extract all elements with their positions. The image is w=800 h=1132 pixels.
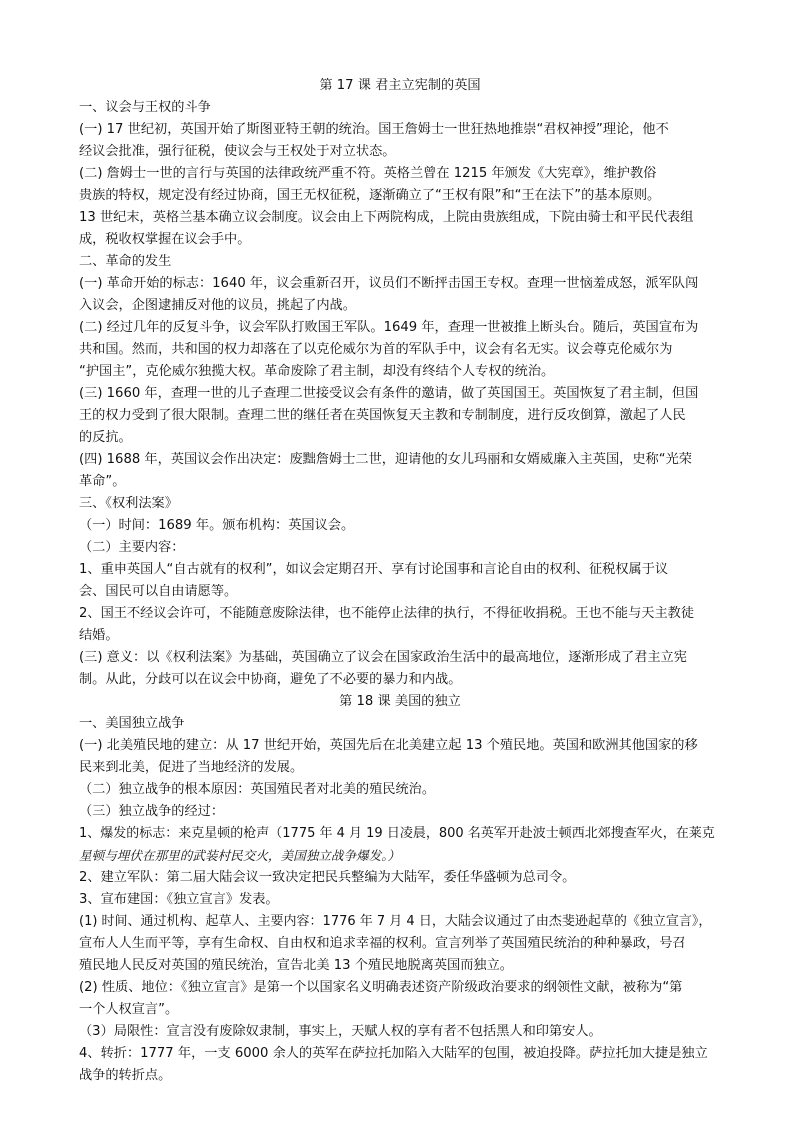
paragraph-line: (四) 1688 年，英国议会作出决定：废黜詹姆士二世，迎请他的女儿玛丽和女婿威廉入主英国，史称“光荣 — [79, 452, 692, 467]
paragraph-line: 的反抗。 — [79, 430, 132, 445]
paragraph-line: “护国主”，克伦威尔独揽大权。革命废除了君主制，却没有终结个人专权的统治。 — [79, 364, 555, 379]
paragraph-line: （三）独立战争的经过： — [79, 804, 225, 819]
paragraph-line: (一) 北美殖民地的建立：从 17 世纪开始，英国先后在北美建立起 13 个殖民地。英国和欧洲其他国家的移 — [79, 738, 698, 753]
paragraph-line: 4、转折：1777 年，一支 6000 余人的英军在萨拉托加陷入大陆军的包围，被迫投降。萨拉托加大捷是独立 — [79, 1046, 708, 1061]
paragraph-line: 宣布人人生而平等，享有生命权、自由权和追求幸福的权利。宣言列举了英国殖民统治的种种暴政，号召 — [79, 936, 686, 951]
paragraph-line: 制。从此，分歧可以在议会中协商，避免了不必要的暴力和内战。 — [79, 672, 462, 687]
lesson-18-title: 第 18 课 美国的独立 — [339, 694, 461, 709]
paragraph-line: （一）时间：1689 年。颁布机构：英国议会。 — [79, 518, 355, 533]
section-heading: 一、美国独立战争 — [79, 716, 185, 731]
paragraph-line: （二）独立战争的根本原因：英国殖民者对北美的殖民统治。 — [79, 782, 436, 797]
paragraph-line: 民来到北美，促进了当地经济的发展。 — [79, 760, 304, 775]
paragraph-line: 经议会批准，强行征税，使议会与王权处于对立状态。 — [79, 144, 396, 159]
paragraph-line: 结婚。 — [79, 628, 119, 643]
paragraph-line: 殖民地人民反对英国的殖民统治，宣告北美 13 个殖民地脱离英国而独立。 — [79, 958, 513, 973]
paragraph-line: (一) 革命开始的标志：1640 年，议会重新召开，议员们不断抨击国王专权。查理一世恼羞成怒，派军队闯 — [79, 276, 699, 291]
paragraph-line: (2) 性质、地位：《独立宣言》是第一个以国家名义明确表述资产阶级政治要求的纲领性文献，被称为“第 — [79, 980, 683, 995]
paragraph-line: 贵族的特权，规定没有经过协商，国王无权征税，逐渐确立了“王权有限”和“王在法下”的基本原则。 — [79, 188, 661, 203]
paragraph-line: 成，税收权掌握在议会手中。 — [79, 232, 251, 247]
paragraph-line: (三) 1660 年，查理一世的儿子查理二世接受议会有条件的邀请，做了英国国王。英国恢复了君主制，但国 — [79, 386, 699, 401]
paragraph-line: (二) 经过几年的反复斗争，议会军队打败国王军队。1649 年，查理一世被推上断头台。随后，英国宣布为 — [79, 320, 699, 335]
paragraph-line: 1、重申英国人“自古就有的权利”，如议会定期召开、享有讨论国事和言论自由的权利、征税权属于议 — [79, 562, 669, 577]
section-heading: 二、革命的发生 — [79, 254, 172, 269]
paragraph-line: 革命”。 — [79, 474, 126, 489]
paragraph-line: （二）主要内容： — [79, 540, 185, 555]
section-heading: 三、《权利法案》 — [79, 496, 178, 511]
paragraph-line: (一) 17 世纪初，英国开始了斯图亚特王朝的统治。国王詹姆士一世狂热地推崇“君权神授”理论，他不 — [79, 122, 669, 137]
paragraph-line: 战争的转折点。 — [79, 1068, 172, 1083]
section-heading: 一、议会与王权的斗争 — [79, 100, 211, 115]
paragraph-line: （3）局限性：宣言没有废除奴隶制，事实上，天赋人权的享有者不包括黑人和印第安人。 — [79, 1024, 602, 1039]
lesson-17-title: 第 17 课 君主立宪制的英国 — [319, 78, 481, 93]
paragraph-line: 一个人权宣言”。 — [79, 1002, 179, 1017]
paragraph-line: (1) 时间、通过机构、起草人、主要内容：1776 年 7 月 4 日，大陆会议通过了由杰斐逊起草的《独立宣言》， — [79, 914, 712, 929]
paragraph-line: 13 世纪末，英格兰基本确立议会制度。议会由上下两院构成，上院由贵族组成，下院由骑士和平民代表组 — [79, 210, 694, 225]
paragraph-line: (三) 意义：以《权利法案》为基础，英国确立了议会在国家政治生活中的最高地位，逐渐形成了君主立宪 — [79, 650, 687, 665]
paragraph-line: 共和国。然而，共和国的权力却落在了以克伦威尔为首的军队手中，议会有名无实。议会尊克伦威尔为 — [79, 342, 673, 357]
paragraph-line: (二) 詹姆士一世的言行与英国的法律政统严重不符。英格兰曾在 1215 年颁发《大宪章》，维护教俗 — [79, 166, 657, 181]
paragraph-line: 星顿与埋伏在那里的武装村民交火，美国独立战争爆发。） — [79, 848, 401, 863]
paragraph-line: 2、建立军队：第二届大陆会议一致决定把民兵整编为大陆军，委任华盛顿为总司令。 — [79, 870, 576, 885]
paragraph-line: 王的权力受到了很大限制。查理二世的继任者在英国恢复天主教和专制制度，进行反攻倒算，激起了人民 — [79, 408, 686, 423]
paragraph-line: 1、爆发的标志：来克星顿的枪声（1775 年 4 月 19 日凌晨，800 名英军开赴波士顿西北郊搜查军火，在莱克 — [79, 826, 715, 841]
paragraph-line: 会、国民可以自由请愿等。 — [79, 584, 238, 599]
paragraph-line: 入议会，企图逮捕反对他的议员，挑起了内战。 — [79, 298, 356, 313]
paragraph-line: 3、宣布建国：《独立宣言》发表。 — [79, 892, 279, 907]
paragraph-line: 2、国王不经议会许可，不能随意废除法律，也不能停止法律的执行，不得征收捐税。王也不能与天主教徒 — [79, 606, 695, 621]
